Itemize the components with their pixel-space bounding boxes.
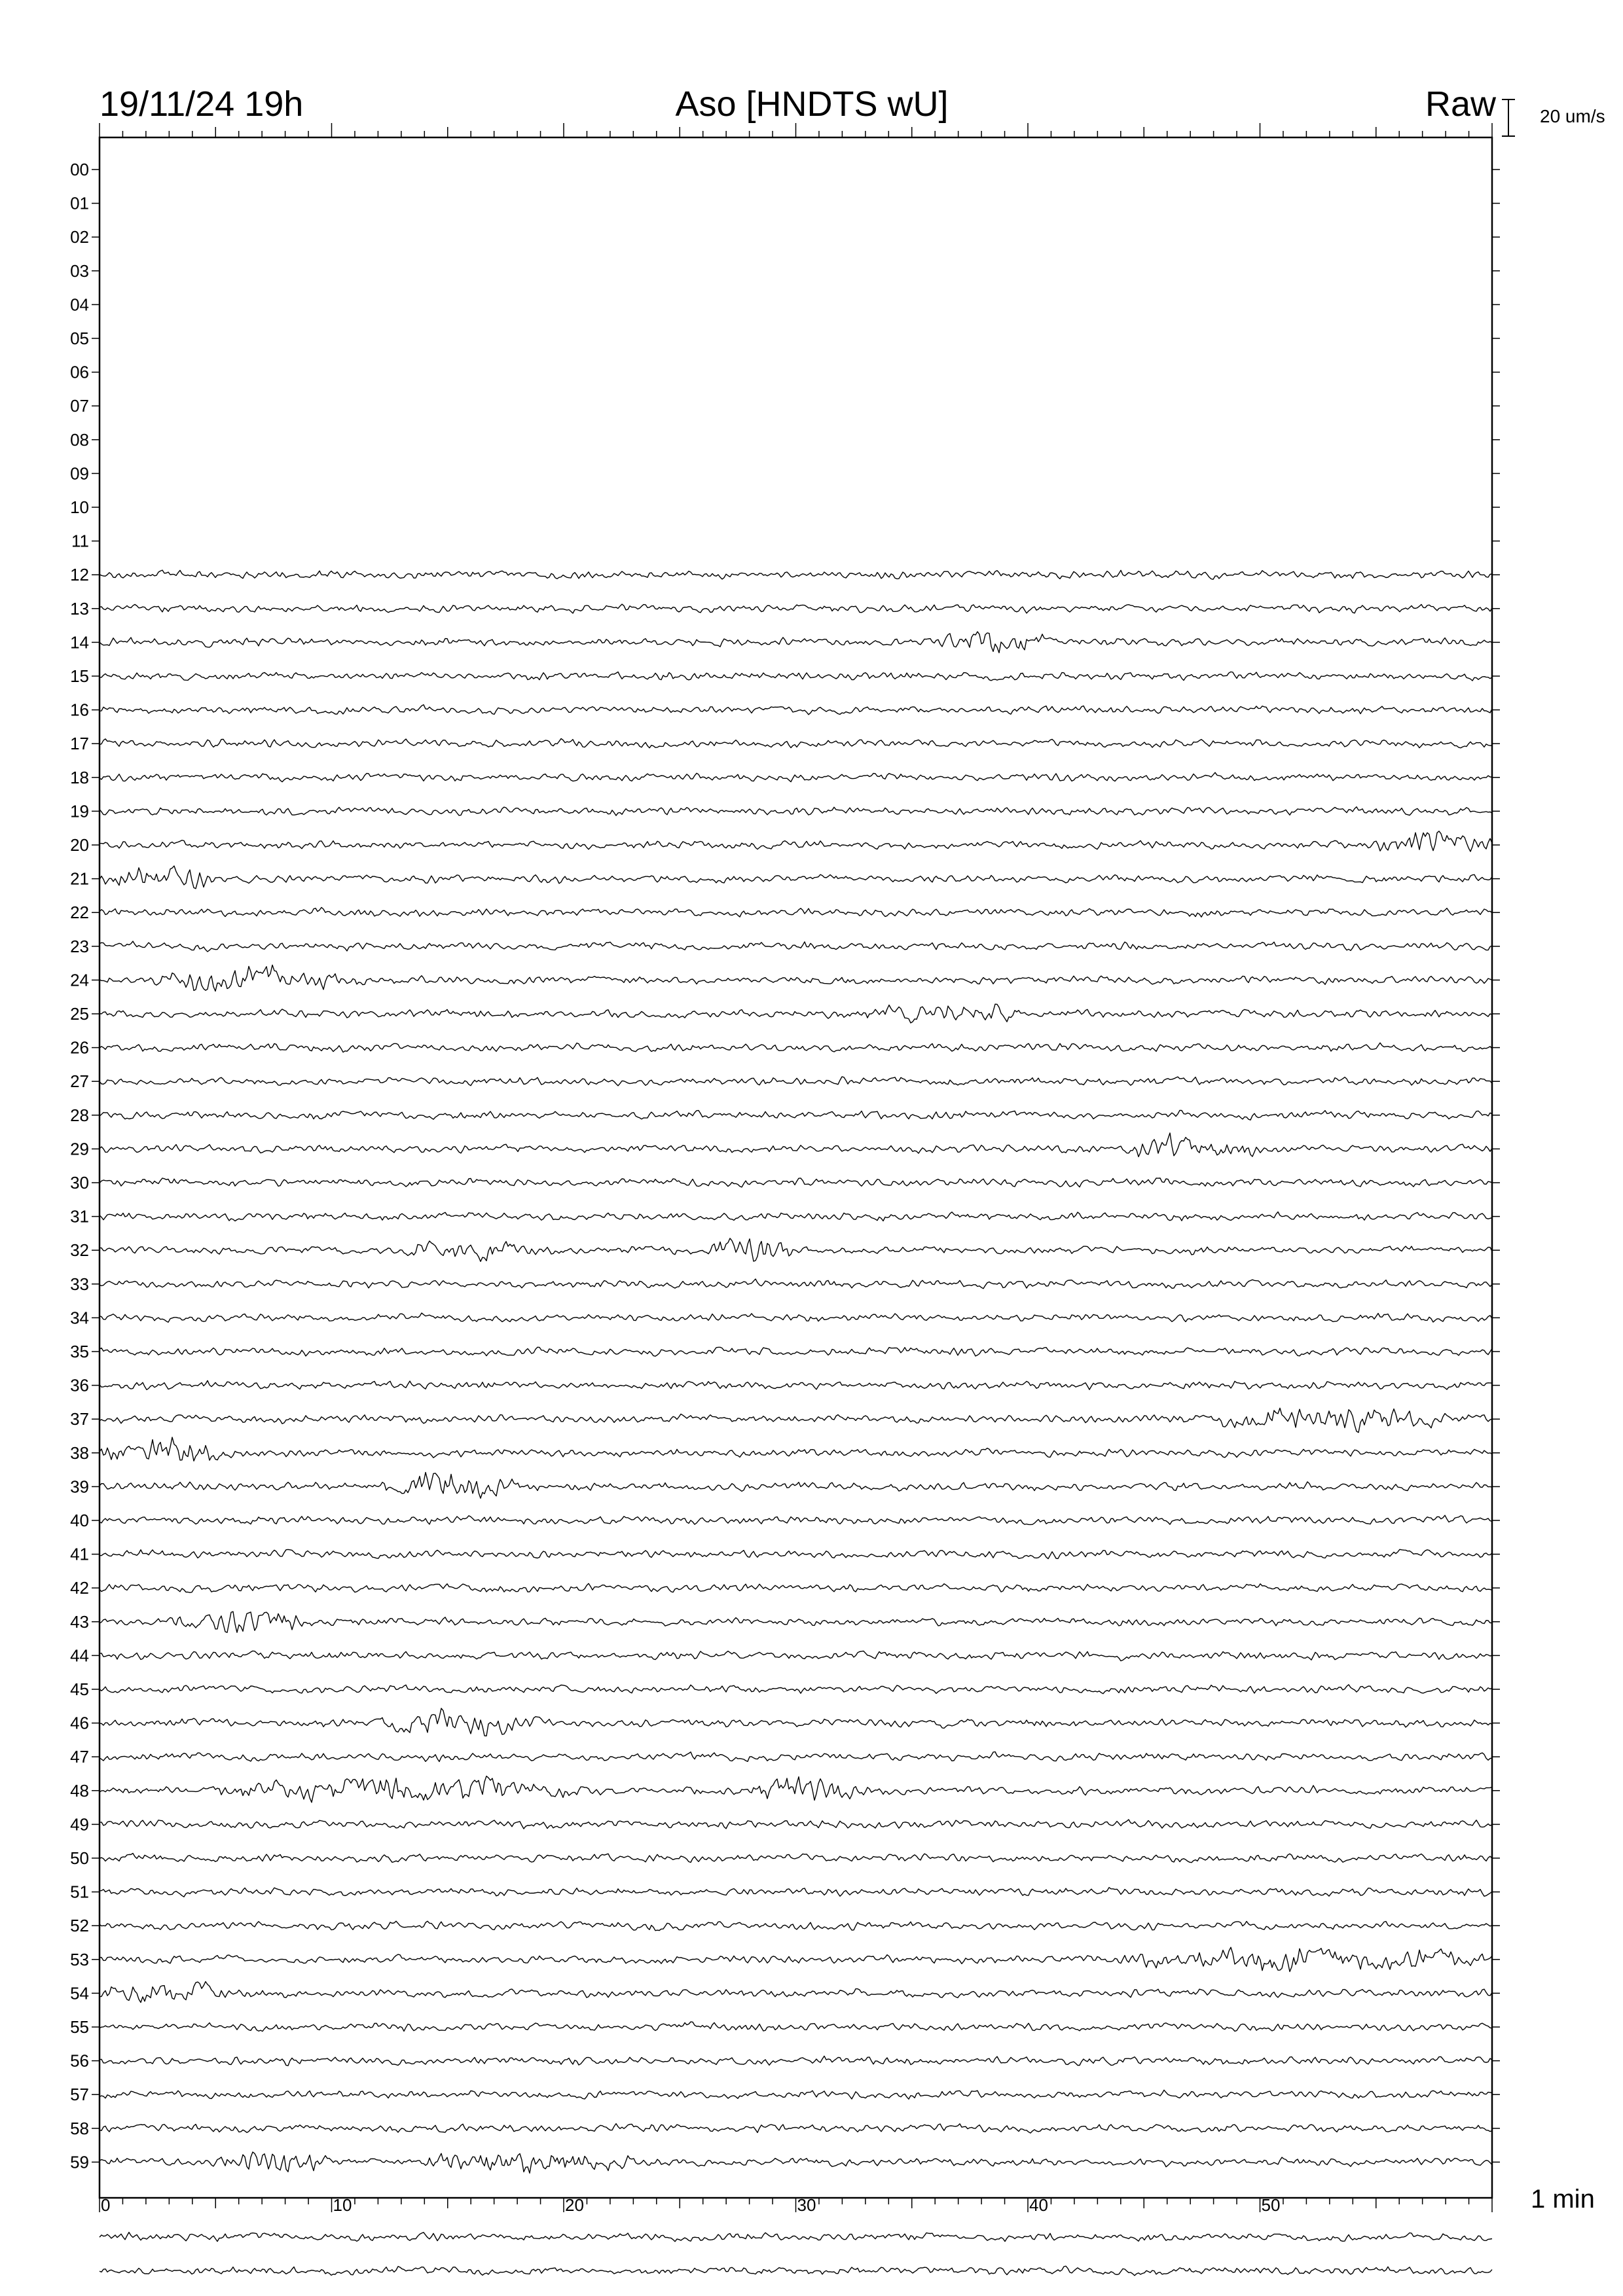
trace-row-45 (100, 1685, 1492, 1694)
trace-row-26 (100, 1043, 1492, 1052)
trace-row-43 (100, 1611, 1492, 1632)
trace-row-13 (100, 604, 1492, 613)
trace-row-44 (100, 1651, 1492, 1660)
trace-row-17 (100, 739, 1492, 748)
row-label: 25 (70, 1004, 89, 1024)
trace-row-50 (100, 1854, 1492, 1863)
trace-row-28 (100, 1110, 1492, 1120)
trace-row-27 (100, 1077, 1492, 1086)
trace-row-next-1 (100, 2233, 1492, 2242)
trace-row-29 (100, 1133, 1492, 1157)
trace-row-59 (100, 2152, 1492, 2173)
row-label: 00 (70, 160, 89, 179)
row-label: 49 (70, 1814, 89, 1835)
trace-row-25 (100, 1004, 1492, 1023)
row-label: 46 (70, 1713, 89, 1733)
trace-row-18 (100, 772, 1492, 781)
trace-row-24 (100, 965, 1492, 991)
row-label: 07 (70, 396, 89, 416)
trace-row-51 (100, 1888, 1492, 1897)
row-label: 10 (70, 497, 89, 517)
trace-row-46 (100, 1708, 1492, 1736)
row-label: 29 (70, 1139, 89, 1159)
row-label: 47 (70, 1747, 89, 1767)
trace-row-35 (100, 1347, 1492, 1356)
trace-row-21 (100, 866, 1492, 889)
row-label: 24 (70, 970, 89, 990)
trace-row-14 (100, 632, 1492, 653)
row-label: 03 (70, 260, 89, 281)
trace-row-31 (100, 1212, 1492, 1221)
trace-row-next-2 (100, 2266, 1492, 2276)
row-label: 43 (70, 1611, 89, 1632)
row-label: 39 (70, 1477, 89, 1497)
trace-row-39 (100, 1473, 1492, 1499)
row-label: 50 (70, 1848, 89, 1868)
row-label: 31 (70, 1206, 89, 1227)
row-label: 37 (70, 1409, 89, 1429)
trace-row-37 (100, 1408, 1492, 1432)
row-label: 45 (70, 1679, 89, 1699)
trace-row-52 (100, 1921, 1492, 1930)
row-label: 56 (70, 2051, 89, 2071)
row-label: 26 (70, 1037, 89, 1058)
seismic-traces (100, 570, 1492, 2276)
trace-row-42 (100, 1583, 1492, 1592)
row-label: 40 (70, 1511, 89, 1530)
row-label: 35 (70, 1342, 89, 1361)
row-label: 41 (70, 1544, 89, 1564)
row-label: 57 (70, 2085, 89, 2105)
trace-row-15 (100, 672, 1492, 681)
row-label: 51 (70, 1882, 89, 1902)
row-label: 16 (70, 700, 89, 720)
row-label: 27 (70, 1071, 89, 1092)
trace-row-48 (100, 1776, 1492, 1803)
row-label: 32 (70, 1240, 89, 1261)
trace-row-34 (100, 1313, 1492, 1322)
row-label: 58 (70, 2118, 89, 2138)
amplitude-scale-label: 20 um/s (1540, 106, 1605, 126)
trace-row-20 (100, 831, 1492, 852)
trace-row-16 (100, 705, 1492, 715)
trace-row-33 (100, 1279, 1492, 1289)
row-label: 17 (70, 734, 89, 754)
trace-row-53 (100, 1947, 1492, 1971)
trace-row-55 (100, 2022, 1492, 2031)
x-tick-label: 30 (797, 2195, 816, 2215)
row-label: 19 (70, 801, 89, 821)
x-tick-label: 0 (101, 2195, 111, 2215)
trace-row-47 (100, 1752, 1492, 1762)
row-label: 54 (70, 1983, 89, 2003)
trace-row-58 (100, 2124, 1492, 2133)
x-tick-label: 40 (1029, 2195, 1048, 2215)
plot-frame (100, 137, 1492, 2198)
trace-row-41 (100, 1549, 1492, 1558)
row-label: 11 (71, 531, 89, 551)
plot-date-hour: 19/11/24 19h (100, 84, 304, 124)
x-tick-label: 50 (1261, 2195, 1281, 2215)
row-label: 52 (70, 1916, 89, 1936)
trace-row-38 (100, 1437, 1492, 1461)
row-label: 14 (70, 632, 89, 653)
trace-row-54 (100, 1982, 1492, 2003)
row-label: 48 (70, 1780, 89, 1801)
row-label: 30 (70, 1173, 89, 1193)
row-label: 05 (70, 329, 89, 348)
row-label: 08 (70, 429, 89, 450)
trace-row-49 (100, 1820, 1492, 1829)
trace-row-57 (100, 2090, 1492, 2099)
row-labels (70, 160, 89, 2172)
row-label: 42 (70, 1578, 89, 1598)
amplitude-scale-bar (1502, 99, 1515, 136)
row-label: 44 (70, 1645, 89, 1666)
trace-row-36 (100, 1380, 1492, 1390)
trace-row-23 (100, 941, 1492, 952)
x-unit-label: 1 min (1531, 2185, 1595, 2214)
row-label: 28 (70, 1105, 89, 1125)
x-tick-label: 10 (333, 2195, 352, 2215)
row-label: 12 (70, 565, 89, 585)
axis-ticks (92, 123, 1500, 2212)
row-label: 36 (70, 1375, 89, 1395)
row-label: 15 (70, 666, 89, 686)
trace-row-12 (100, 570, 1492, 579)
row-label: 34 (70, 1308, 89, 1328)
row-label: 01 (70, 193, 89, 213)
trace-row-56 (100, 2056, 1492, 2066)
row-label: 13 (70, 598, 89, 619)
row-label: 38 (70, 1443, 89, 1463)
station-title: Aso [HNDTS wU] (675, 84, 949, 124)
row-label: 18 (70, 767, 89, 787)
row-label: 20 (70, 835, 89, 855)
trace-row-32 (100, 1238, 1492, 1261)
trace-row-40 (100, 1515, 1492, 1524)
row-label: 06 (70, 362, 89, 382)
row-label: 21 (70, 869, 89, 889)
x-tick-label: 20 (565, 2195, 584, 2215)
mode-label: Raw (1425, 84, 1496, 124)
trace-row-22 (100, 907, 1492, 917)
trace-row-19 (100, 807, 1492, 816)
row-label: 23 (70, 936, 89, 956)
row-label: 55 (70, 2017, 89, 2037)
row-label: 02 (70, 227, 89, 247)
row-label: 04 (70, 295, 89, 315)
trace-row-30 (100, 1178, 1492, 1187)
row-label: 53 (70, 1949, 89, 1969)
row-label: 09 (70, 463, 89, 484)
row-label: 22 (70, 903, 89, 923)
row-label: 59 (70, 2152, 89, 2172)
row-label: 33 (70, 1274, 89, 1294)
